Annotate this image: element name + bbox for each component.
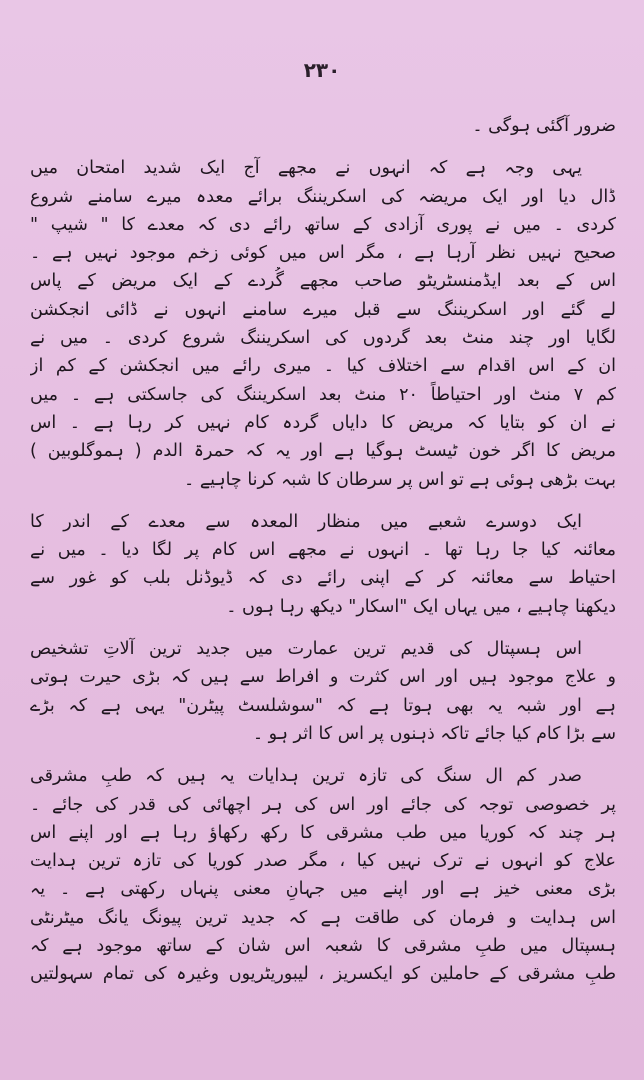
paragraph [30,508,616,621]
text-line: احتیاط سے معائنہ کر کے اپنی رائے دی کہ ڈیوڈنل بلب کو غور سے [30,568,616,589]
text-line: طبِ مشرقی کے حاملین کو ایکسریز ، لیبوریٹریوں وغیرہ کی تمام سہولتیں [30,964,616,985]
text-line: دیکھنا چاہیے ، میں یہاں ایک "اسکار" دیکھ رہا ہوں ۔ [226,596,616,617]
text-line: و علاج موجود ہیں اور اس کثرت و افراط سے ہیں کہ بڑی حیرت ہوتی [30,667,616,688]
text-line: اس ہدایت و فرمان کی طاقت ہے کہ جدید ترین پیونگ یانگ میٹرنٹی [30,907,616,928]
text-line: کم ۷ منٹ اور احتیاطاً ۲۰ منٹ بعد اسکریننگ کی جاسکتی ہے ۔ میں [30,384,616,405]
text-line: ہر چند کہ کوریا میں طب مشرقی کا رکھ رکھاؤ رہا ہے اور اپنے اس [30,822,616,843]
text-line: سے بڑا کام کیا جائے تاکہ ذہنوں پر اس کا اثر ہو ۔ [252,723,616,744]
text-line: بہت بڑھی ہوئی ہے تو اس پر سرطان کا شبہ کرنا چاہیے ۔ [184,469,616,490]
text-line: ضرور آگئی ہوگی ۔ [472,116,616,136]
text-line: ہسپتال میں طبِ مشرقی کا شعبہ اس شان کے ساتھ موجود ہے کہ [30,936,616,957]
paragraph [30,762,616,988]
text-line: نے ان کو بتایا کہ مریض کا دایاں گردہ کام نہیں کر رہا ہے ۔ اس [30,412,616,433]
text-line: صدر کم ال سنگ کی تازہ ترین ہدایات یہ ہیں کہ طبِ مشرقی [30,766,582,787]
text-line: ہے اور شبہ یہ بھی ہوتا ہے کہ "سوشلسٹ پیٹرن" یہی ہے کہ بڑے [30,695,616,716]
page-body-text [30,112,616,1003]
text-line: معائنہ کیا جا رہا تھا ۔ انہوں نے مجھے اس کام پر لگا دیا ۔ میں نے [30,540,616,561]
text-line: علاج کو انہوں نے ترک نہیں کیا ، مگر صدر کوریا کی تازہ ترین ہدایت [30,851,616,872]
text-line: پر خصوصی توجہ کی جائے اور اس کی ہر اچھائی کی قدر کی جائے ۔ [30,794,616,815]
text-line: صحیح نہیں نظر آرہا ہے ، مگر اس میں کوئی زخم موجود نہیں ہے ۔ [30,243,616,264]
paragraph [30,154,616,494]
text-line: ایک دوسرے شعبے میں منظار المعدہ سے معدے کے اندر کا [30,511,582,532]
page-number: ۲۳۰ [303,58,341,82]
text-line: کردی ۔ میں نے پوری آزادی کے ساتھ رائے دی کہ معدے کا " شیپ " [30,214,616,235]
text-line: ان کے اس اقدام سے اختلاف کیا ۔ میری رائے میں انجکشن کے کم از [30,356,616,377]
text-line: یہی وجہ ہے کہ انہوں نے مجھے آج ایک شدید امتحان میں [30,158,582,179]
text-line: مریض کا اگر خون ٹیسٹ ہوگیا ہے اور یہ کہ حمرۃ الدم ( ہموگلوبین ) [30,441,616,462]
text-line: اس ہسپتال کی قدیم ترین عمارت میں جدید ترین آلاتِ تشخیص [30,639,582,660]
text-line: ڈال دیا اور ایک مریضہ کی اسکریننگ برائے معدہ میرے سامنے شروع [30,186,616,207]
paragraph [30,635,616,748]
text-line: لگایا اور چند منٹ بعد گردوں کی اسکریننگ شروع کردی ۔ میں نے [30,328,616,349]
paragraph [30,112,616,140]
text-line: اس کے بعد ایڈمنسٹریٹو صاحب مجھے گُردے کے ایک مریض کے پاس [30,271,616,292]
text-line: بڑی معنی خیز ہے اور اپنے میں جہانِ معنی پنہاں رکھتی ہے ۔ یہ [30,879,616,900]
text-line: لے گئے اور اسکریننگ سے قبل میرے سامنے انہوں نے ڈائی انجکشن [30,299,616,320]
